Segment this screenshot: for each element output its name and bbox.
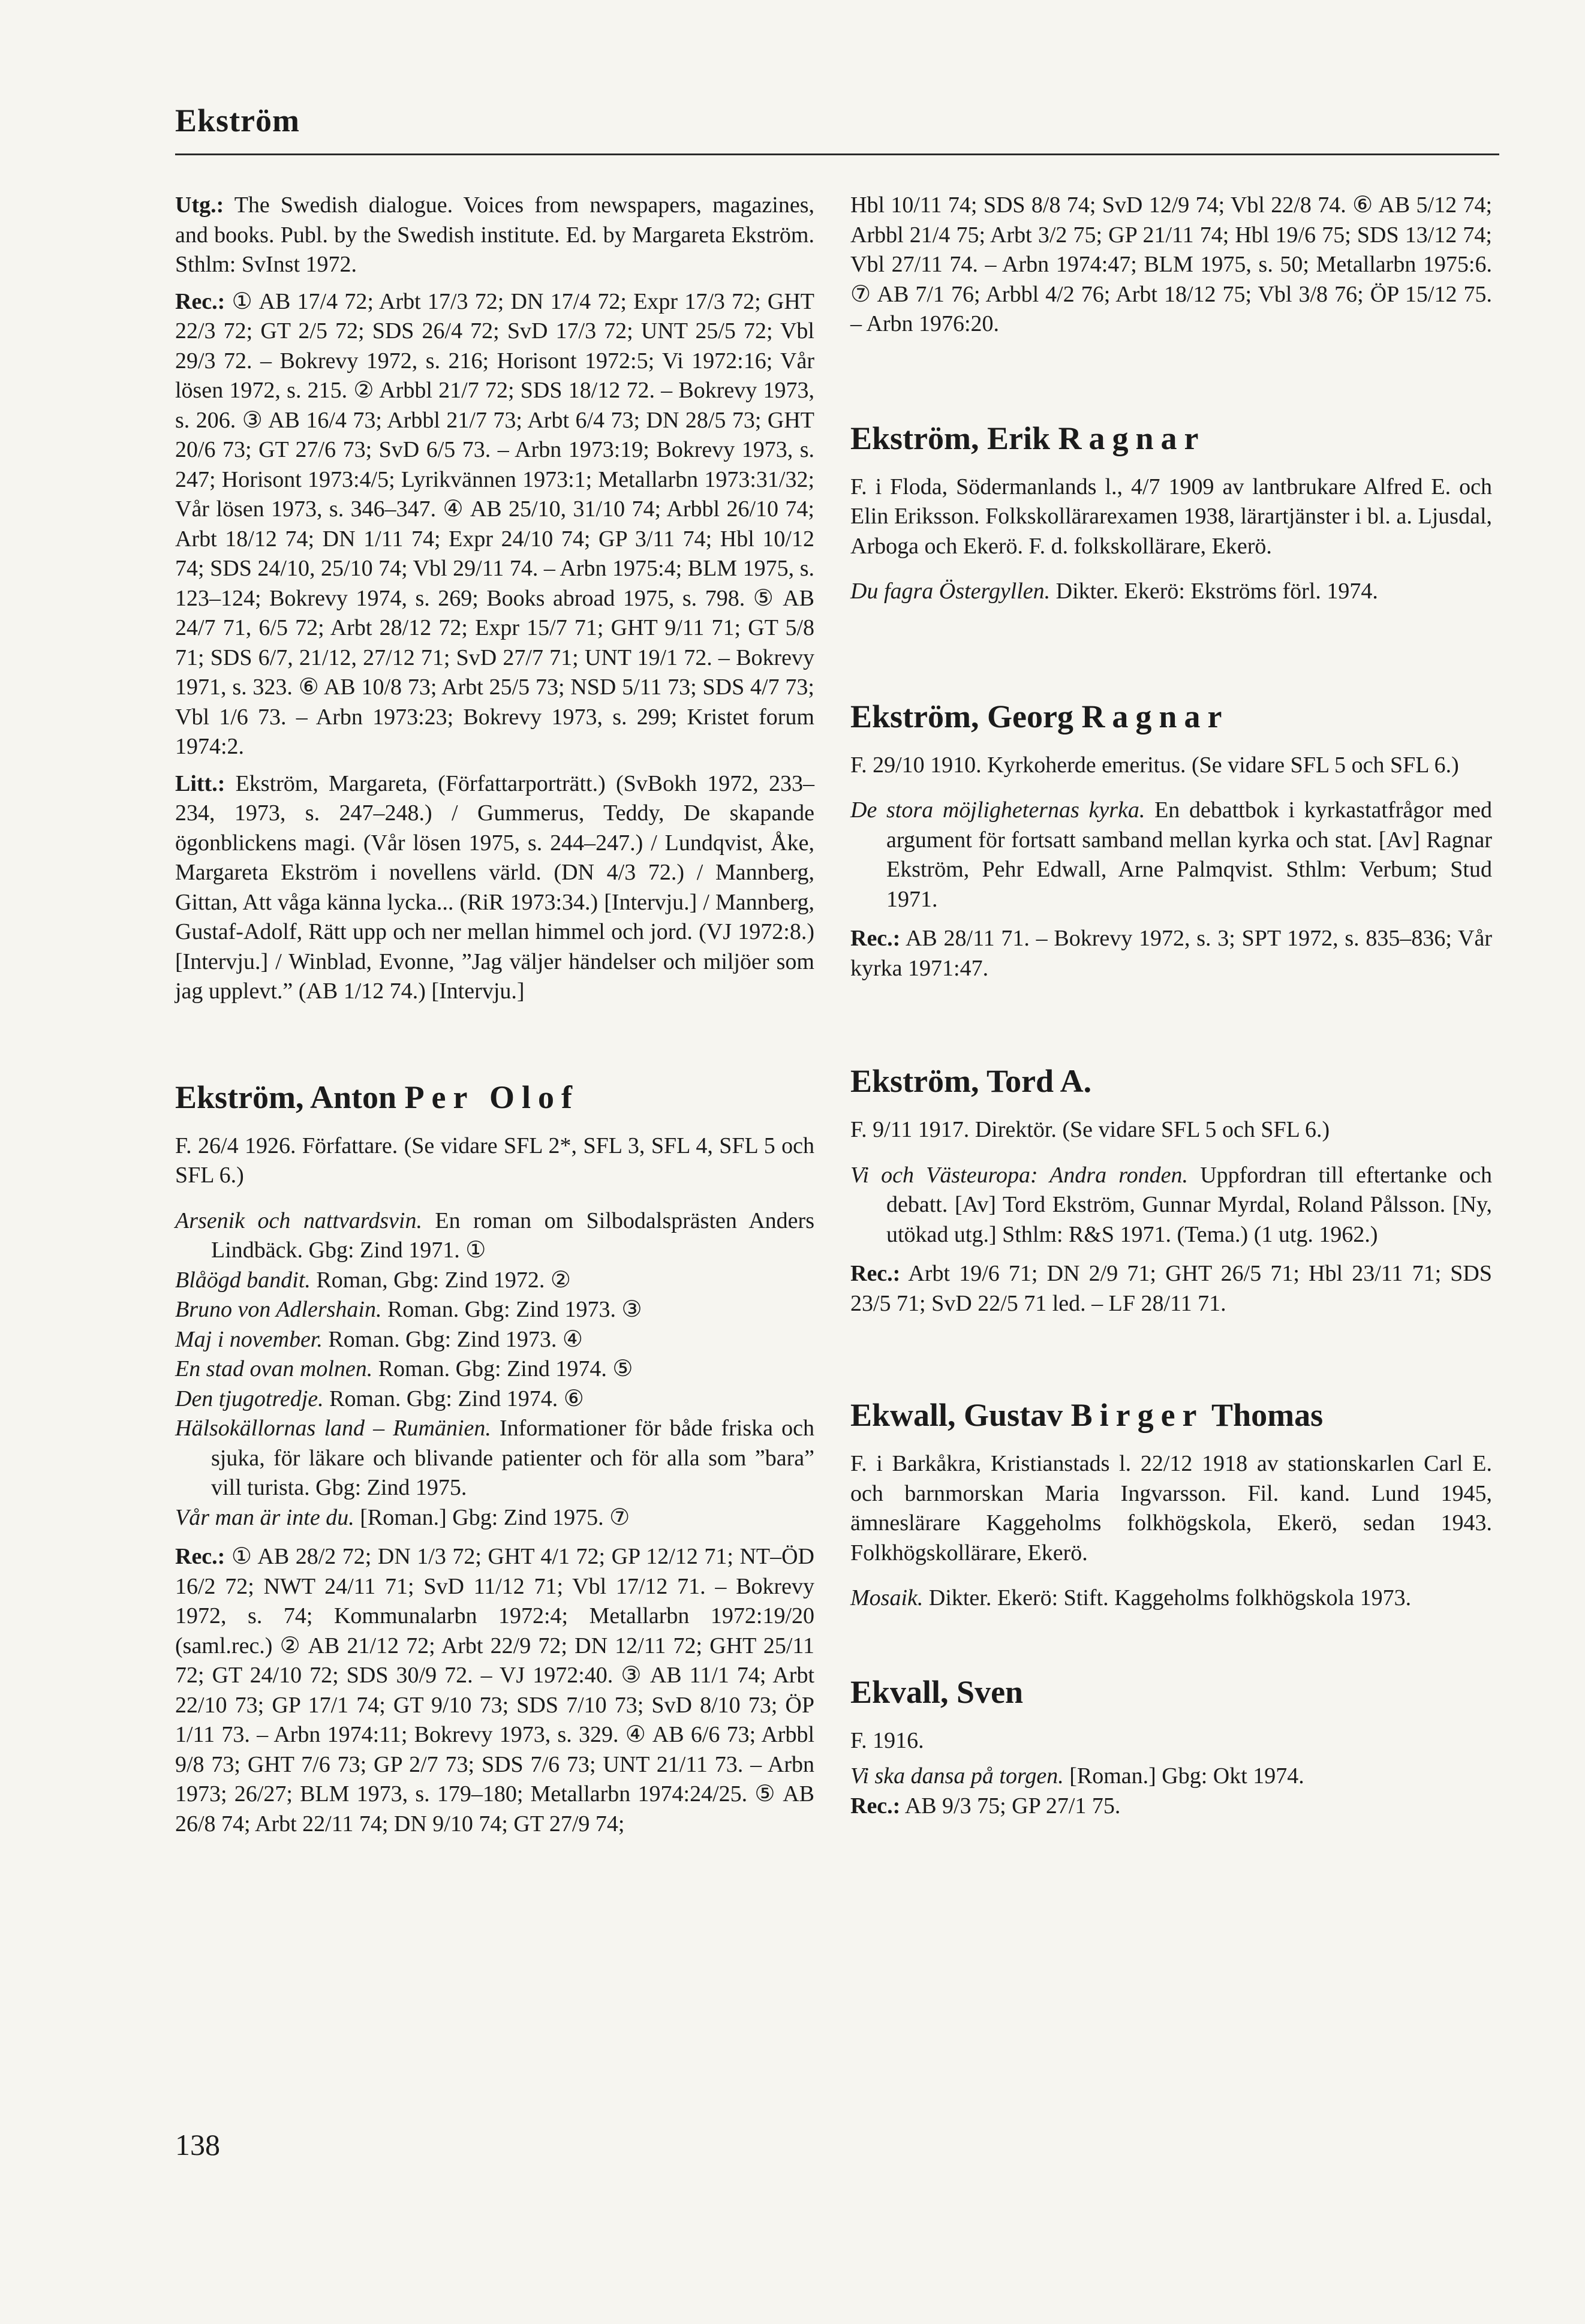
work-title: Vår man är inte du. [175, 1504, 354, 1530]
bio-erik: F. i Floda, Södermanlands l., 4/7 1909 av lantbrukare Alfred E. och Elin Eriksson. Folkskollärarexamen 1938, lärartjänster i bl. a. Ljusdal, Arboga och Ekerö. F. d. folkskollärare, Ekerö. [850, 474, 1492, 559]
work-item [175, 1325, 814, 1355]
work-title: En stad ovan molnen. [175, 1356, 373, 1381]
rec-text: AB 9/3 75; GP 27/1 75. [900, 1793, 1121, 1819]
works-list-anton [175, 1206, 814, 1533]
work-title: Du fagra Östergyllen. [850, 579, 1051, 604]
rec-text: ① AB 28/2 72; DN 1/3 72; GHT 4/1 72; GP 12/12 71; NT–ÖD 16/2 72; NWT 24/11 71; SvD 11/12 71; Vbl 17/12 71. – Bokrevy 1972, s. 74; Kommunalarbn 1972:4; Metallarbn 1972:19/20 (saml.rec.) ② AB 21/12 72; Arbt 22/9 72; DN 12/11 72; GHT 25/11 72; GT 24/10 72; SDS 30/9 72. – VJ 1972:40. ③ AB 11/1 74; Arbt 22/10 73; GP 17/1 74; GT 9/10 73; SDS 7/10 73; SvD 8/10 73; ÖP 1/11 73. – Arbn 1974:11; Bokrevy 1973, s. 329. ④ AB 6/6 73; Arbbl 9/8 73; GHT 7/6 73; GP 2/7 73; SDS 7/6 73; UNT 21/11 73. – Arbn 1973; 26/27; BLM 1973, s. 179–180; Metallarbn 1974:24/25. ⑤ AB 26/8 74; Arbt 22/11 74; DN 9/10 74; GT 27/9 74; [175, 1544, 814, 1837]
litt-label: Litt.: [175, 770, 225, 796]
left-column [175, 191, 814, 1846]
page-number: 138 [175, 2128, 220, 2162]
work-title: Bruno von Adlershain. [175, 1297, 382, 1322]
work-title: Vi och Västeuropa: Andra ronden. [850, 1162, 1189, 1188]
entry-heading-georg [850, 698, 1492, 735]
right-column [850, 191, 1492, 1828]
work-title: Hälsokällornas land – Rumänien. [175, 1416, 491, 1441]
rec-text: AB 28/11 71. – Bokrevy 1972, s. 3; SPT 1972, s. 835–836; Vår kyrka 1971:47. [850, 926, 1492, 981]
rec-label: Rec.: [850, 1261, 901, 1286]
rec-text: Arbt 19/6 71; DN 2/9 71; GHT 26/5 71; Hbl 23/11 71; SDS 23/5 71; SvD 22/5 71 led. – LF 28/11 71. [850, 1261, 1492, 1316]
work-title: Blåögd bandit. [175, 1267, 311, 1293]
work-item [175, 1206, 814, 1266]
bio-ekwall: F. i Barkåkra, Kristianstads l. 22/12 1918 av stationskarlen Carl E. och barnmorskan Maria Ingvarsson. Fil. kand. Lund 1945, ämneslärare Kaggeholms folkhögskola, Ekerö, sedan 1943. Folkhögskollärare, Ekerö. [850, 1451, 1492, 1566]
bio-anton: F. 26/4 1926. Författare. (Se vidare SFL 2*, SFL 3, SFL 4, SFL 5 och SFL 6.) [175, 1133, 814, 1188]
work-details: Roman. Gbg: Zind 1974. ⑤ [372, 1356, 633, 1381]
litt-paragraph [175, 769, 814, 1007]
work-details: Dikter. Ekerö: Ekströms förl. 1974. [1050, 579, 1378, 604]
work-item [850, 577, 1492, 607]
rec-paragraph-tord [850, 1259, 1492, 1318]
work-title: Den tjugotredje. [175, 1386, 324, 1411]
work-item [175, 1503, 814, 1533]
work-details: Uppfordran till eftertanke och debatt. [Av] Tord Ekström, Gunnar Myrdal, Roland Pålsson. [Ny, utökad utg.] Sthlm: R&S 1971. (Tema.) (1 utg. 1962.) [886, 1162, 1492, 1247]
entry-heading-tord: Ekström, Tord A. [850, 1063, 1092, 1099]
rec-continuation: Hbl 10/11 74; SDS 8/8 74; SvD 12/9 74; Vbl 22/8 74. ⑥ AB 5/12 74; Arbbl 21/4 75; Arbt 3/2 75; GP 21/11 74; Hbl 19/6 75; SDS 13/12 74; Vbl 27/11 74. – Arbn 1974:47; BLM 1975, s. 50; Metallarbn 1975:6. ⑦ AB 7/1 76; Arbbl 4/2 76; Arbt 18/12 75; Vbl 3/8 76; ÖP 15/12 75. – Arbn 1976:20. [850, 192, 1492, 336]
heading-name: Ekwall, Gustav [850, 1397, 1071, 1433]
work-item [850, 1762, 1492, 1792]
heading-given-names: Per Olof [404, 1079, 579, 1115]
utg-text: The Swedish dialogue. Voices from newspapers, magazines, and books. Publ. by the Swedish institute. Ed. by Margareta Ekström. Sthlm: SvInst 1972. [175, 192, 814, 277]
work-title: Maj i november. [175, 1326, 323, 1352]
work-item [175, 1295, 814, 1325]
rec-text: ① AB 17/4 72; Arbt 17/3 72; DN 17/4 72; Expr 17/3 72; GHT 22/3 72; GT 2/5 72; SDS 26/4 72; SvD 17/3 72; UNT 25/5 72; Vbl 29/3 72. – Bokrevy 1972, s. 216; Horisont 1972:5; Vi 1972:16; Vår lösen 1972, s. 215. ② Arbbl 21/7 72; SDS 18/12 72. – Bokrevy 1973, s. 206. ③ AB 16/4 73; Arbbl 21/7 73; Arbt 6/4 73; DN 28/5 73; GHT 20/6 73; GT 27/6 73; SvD 6/5 73. – Arbn 1973:19; Bokrevy 1973, s. 247; Horisont 1973:4/5; Lyrikvännen 1973:1; Metallarbn 1973:31/32; Vår lösen 1973, s. 346–347. ④ AB 25/10, 31/10 74; Arbbl 26/10 74; Arbt 18/12 74; DN 1/11 74; Expr 24/10 74; GP 3/11 74; Hbl 10/12 74; SDS 24/10, 25/10 74; Vbl 29/11 74. – Arbn 1975:4; BLM 1975, s. 123–124; Bokrevy 1974, s. 269; Books abroad 1975, s. 798. ⑤ AB 24/7 71, 6/5 72; Arbt 28/12 72; Expr 15/7 71; GHT 9/11 71; GT 5/8 71; SDS 6/7, 21/12, 27/12 71; SvD 27/7 71; UNT 19/1 72. – Bokrevy 1971, s. 323. ⑥ AB 10/8 73; Arbt 25/5 73; NSD 5/11 73; SDS 4/7 73; Vbl 1/6 73. – Arbn 1973:23; Bokrevy 1973, s. 299; Kristet forum 1974:2. [175, 288, 814, 759]
rec-paragraph-anton [175, 1542, 814, 1839]
heading-name: Ekström, Anton [175, 1079, 405, 1115]
rec-label: Rec.: [175, 1544, 225, 1569]
work-details: Informationer för både friska och sjuka, för läkare och blivande patienter och för alla som ”bara” vill turista. Gbg: Zind 1975. [211, 1416, 815, 1500]
work-item [175, 1266, 814, 1296]
bio-tord: F. 9/11 1917. Direktör. (Se vidare SFL 5 och SFL 6.) [850, 1117, 1330, 1142]
utg-paragraph [175, 191, 814, 280]
work-details: Dikter. Ekerö: Stift. Kaggeholms folkhögskola 1973. [923, 1585, 1412, 1610]
entry-heading-erik [850, 420, 1492, 457]
work-details: [Roman.] Gbg: Zind 1975. ⑦ [354, 1504, 630, 1530]
work-details: Roman. Gbg: Zind 1973. ③ [381, 1297, 642, 1322]
rec-paragraph-ekvall [850, 1792, 1492, 1822]
work-details: Roman. Gbg: Zind 1974. ⑥ [323, 1386, 584, 1411]
litt-text: Ekström, Margareta, (Författarporträtt.) (SvBokh 1972, 233–234, 1973, s. 247–248.) / Gummerus, Teddy, De skapande ögonblickens magi. (Vår lösen 1975, s. 244–247.) / Lundqvist, Åke, Margareta Ekström i novellens värld. (DN 4/3 72.) / Mannberg, Gittan, Att våga känna lycka... (RiR 1973:34.) [Intervju.] / Mannberg, Gustaf-Adolf, Rätt upp och ner mellan himmel och jord. (VJ 1972:8.) [Intervju.] / Winblad, Evonne, ”Jag väljer händelser och miljöer som jag upplevt.” (AB 1/12 74.) [Intervju.] [175, 770, 814, 1004]
work-title: De stora möjligheternas kyrka. [850, 797, 1145, 823]
entry-heading-anton [175, 1079, 814, 1116]
bio-ekvall: F. 1916. [850, 1727, 924, 1753]
work-item [850, 1584, 1492, 1613]
entry-heading-ekwall [850, 1396, 1492, 1434]
heading-given-names: Ragnar [1081, 698, 1229, 734]
header-rule [175, 153, 1499, 155]
work-title: Mosaik. [850, 1585, 924, 1610]
heading-given-names: Birger [1070, 1397, 1204, 1433]
bio-georg: F. 29/10 1910. Kyrkoherde emeritus. (Se vidare SFL 5 och SFL 6.) [850, 752, 1459, 778]
work-details: Roman, Gbg: Zind 1972. ② [310, 1267, 571, 1293]
work-details: En roman om Silbodalsprästen Anders Lindbäck. Gbg: Zind 1971. ① [211, 1208, 814, 1263]
rec-label: Rec.: [850, 926, 901, 951]
rec-label: Rec.: [175, 288, 225, 314]
work-title: Vi ska dansa på torgen. [850, 1763, 1064, 1789]
utg-label: Utg.: [175, 192, 224, 218]
rec-paragraph [175, 287, 814, 762]
rec-label: Rec.: [850, 1793, 901, 1819]
heading-name: Ekström, Erik [850, 420, 1058, 456]
work-item [175, 1354, 814, 1384]
work-item [175, 1414, 814, 1503]
work-details: En debattbok i kyrkastatfrågor med argument för fortsatt samband mellan kyrka och stat. [Av] Ragnar Ekström, Pehr Edwall, Arne Palmqvist. Sthlm: Verbum; Stud 1971. [886, 797, 1492, 912]
work-item [175, 1384, 814, 1414]
work-details: [Roman.] Gbg: Okt 1974. [1063, 1763, 1304, 1789]
work-item [850, 1161, 1492, 1250]
work-details: Roman. Gbg: Zind 1973. ④ [322, 1326, 583, 1352]
work-title: Arsenik och nattvardsvin. [175, 1208, 422, 1233]
heading-given-names: Ragnar [1058, 420, 1206, 456]
heading-tail-name: Thomas [1204, 1397, 1324, 1433]
work-item [850, 796, 1492, 914]
heading-name: Ekström, Georg [850, 698, 1082, 734]
running-head: Ekström [175, 103, 300, 139]
entry-heading-ekvall: Ekvall, Sven [850, 1673, 1024, 1710]
rec-paragraph-georg [850, 924, 1492, 983]
